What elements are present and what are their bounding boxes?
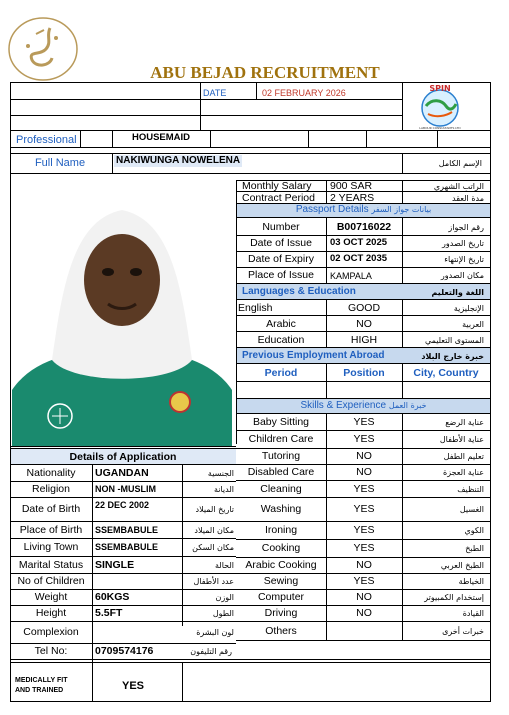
- application-ar: مكان السكن: [192, 543, 234, 552]
- medical-label-1: MEDICALLY FIT: [15, 677, 68, 684]
- full-name-value: NAKIWUNGA NOWELENA: [116, 155, 241, 166]
- candidate-photo: [12, 180, 232, 446]
- languages-title-ar: اللغة والتعليم: [431, 288, 484, 297]
- company-title: ABU BEJAD RECRUITMENT: [150, 63, 380, 82]
- spin-subtext: LABOUR CONSULTANTS LTD: [419, 126, 461, 130]
- skills-row-divider: [236, 621, 491, 622]
- spin-text: SPIN: [429, 84, 451, 93]
- skill-value: NO: [356, 466, 372, 478]
- skill-value: YES: [353, 433, 375, 445]
- skills-row-divider: [236, 539, 491, 540]
- skills-col-divider: [402, 539, 403, 557]
- skill-label: Children Care: [248, 433, 314, 445]
- application-row-divider: [10, 643, 236, 644]
- passport-issue-label: Date of Issue: [250, 237, 312, 249]
- full-name-ar: الإسم الكامل: [438, 159, 482, 168]
- employment-title: Previous Employment Abroad: [242, 350, 385, 361]
- passport-issue-value: 03 OCT 2025: [330, 237, 388, 248]
- skills-col-divider: [402, 605, 403, 621]
- passport-title-en: Passport Details: [295, 204, 369, 215]
- skill-ar: الطبخ العربي: [440, 561, 484, 570]
- skill-value: NO: [356, 559, 372, 571]
- profession-value: HOUSEMAID: [131, 132, 191, 143]
- skills-row-divider: [236, 497, 491, 498]
- application-row-divider: [10, 521, 236, 522]
- application-value: UGANDAN: [95, 467, 149, 479]
- application-label: Date of Birth: [21, 503, 81, 515]
- date-value: 02 FEBRUARY 2026: [262, 88, 346, 98]
- application-ar: الديانة: [213, 485, 234, 494]
- passport-expiry-ar: تاريخ الإنتهاء: [444, 255, 484, 264]
- application-row-divider: [10, 481, 236, 482]
- skill-value: YES: [353, 483, 375, 495]
- skills-row-divider: [236, 640, 491, 641]
- lang-arabic-label: Arabic: [266, 318, 296, 330]
- languages-title: Languages & Education: [242, 286, 356, 297]
- employment-col-position: Position: [343, 367, 385, 379]
- passport-title-ar: بيانات جواز السفر: [371, 205, 432, 214]
- skill-ar: الخياطة: [458, 577, 484, 586]
- passport-number-ar: رقم الجواز: [448, 223, 484, 232]
- application-ar: تاريخ الميلاد: [195, 505, 234, 514]
- application-row-divider: [10, 556, 236, 557]
- skill-value: NO: [356, 591, 372, 603]
- education-value: HIGH: [350, 334, 378, 346]
- skill-ar: الطبخ: [465, 544, 484, 553]
- spin-logo: [412, 82, 468, 130]
- skill-value: YES: [353, 542, 375, 554]
- passport-number-label: Number: [262, 221, 300, 233]
- application-value: 60KGS: [95, 591, 130, 603]
- lang-english-label: English: [238, 302, 273, 314]
- skill-label: Sewing: [263, 575, 299, 587]
- application-ar: لون البشرة: [196, 628, 234, 637]
- application-ar: الحالة: [215, 561, 234, 570]
- skill-label: Tutoring: [261, 450, 301, 462]
- skill-label: Driving: [264, 607, 298, 619]
- skills-row-divider: [236, 557, 491, 558]
- application-value: SINGLE: [95, 559, 135, 571]
- brand-logo: [6, 16, 80, 82]
- skill-ar: عناية الرضع: [445, 418, 484, 427]
- skills-title: [237, 400, 490, 412]
- skill-label: Cooking: [261, 542, 301, 554]
- application-label: Tel No:: [34, 645, 68, 657]
- skills-col-divider: [402, 497, 403, 521]
- skills-col-divider: [402, 464, 403, 480]
- passport-place-label: Place of Issue: [248, 269, 314, 281]
- skills-col-divider: [402, 448, 403, 464]
- skill-ar: عناية الأطفال: [439, 435, 484, 444]
- calligraphy-logo-icon: [6, 16, 80, 82]
- application-value: 0709574176: [95, 645, 154, 657]
- application-value: SSEMBABULE: [95, 542, 159, 552]
- period-label: Contract Period: [242, 192, 315, 204]
- skill-value: YES: [353, 416, 375, 428]
- skill-value: YES: [353, 503, 375, 515]
- period-ar: مدة العقد: [452, 194, 484, 203]
- application-row-divider: [10, 621, 236, 622]
- skills-row-divider: [236, 464, 491, 465]
- employment-col-period: Period: [264, 367, 298, 379]
- professional-label: Professional: [16, 134, 77, 146]
- application-row-divider: [10, 589, 236, 590]
- employment-title-ar: خبرة خارج البلاد: [421, 352, 484, 361]
- application-label: Place of Birth: [19, 524, 83, 536]
- application-title: Details of Application: [69, 451, 177, 463]
- application-label: Weight: [34, 591, 68, 603]
- application-label: Religion: [32, 483, 70, 495]
- lang-arabic-ar: العربية: [462, 320, 484, 329]
- skills-col-divider: [402, 521, 403, 539]
- skills-col-divider: [326, 621, 327, 640]
- application-ar: عدد الأطفال: [193, 577, 234, 586]
- education-label: Education: [257, 334, 305, 346]
- skill-value: YES: [353, 575, 375, 587]
- skills-row-divider: [236, 448, 491, 449]
- period-value: 2 YEARS: [330, 192, 375, 204]
- passport-place-value: KAMPALA: [330, 271, 372, 281]
- application-row-divider: [10, 605, 236, 606]
- lang-english-value: GOOD: [347, 302, 381, 314]
- application-value: SSEMBABULE: [95, 525, 159, 535]
- skills-title-en: Skills & Experience: [300, 400, 387, 411]
- skill-ar: تعليم الطفل: [443, 452, 484, 461]
- application-label: Living Town: [23, 541, 79, 553]
- skill-value: NO: [356, 607, 372, 619]
- application-ar: الطول: [212, 609, 234, 618]
- skill-ar: التنظيف: [457, 485, 484, 494]
- skill-ar: الكوي: [464, 526, 484, 535]
- skills-col-divider: [402, 480, 403, 497]
- skills-title-ar: خبرة العمل: [388, 401, 427, 410]
- lang-english-ar: الإنجليزية: [453, 304, 484, 313]
- skills-row-divider: [236, 589, 491, 590]
- skills-row-divider: [236, 605, 491, 606]
- passport-expiry-label: Date of Expiry: [248, 253, 314, 265]
- application-label: No of Children: [17, 575, 85, 587]
- salary-label: Monthly Salary: [242, 180, 312, 192]
- salary-value: 900 SAR: [330, 180, 373, 192]
- school-crest-icon: [170, 392, 190, 412]
- skills-row-divider: [236, 480, 491, 481]
- passport-title: [237, 204, 490, 216]
- application-ar: الوزن: [215, 593, 234, 602]
- application-label: Nationality: [26, 467, 76, 479]
- medical-value: YES: [122, 680, 145, 692]
- application-ar: مكان الميلاد: [194, 526, 234, 535]
- skill-label: Baby Sitting: [252, 416, 310, 428]
- skills-col-divider: [402, 621, 403, 640]
- application-row-divider: [10, 538, 236, 539]
- skill-ar: إستخدام الكمبيوتر: [424, 593, 484, 602]
- skills-row-divider: [236, 430, 491, 431]
- skill-label: Arabic Cooking: [245, 559, 317, 571]
- skills-row-divider: [236, 521, 491, 522]
- date-label: DATE: [203, 88, 227, 98]
- skills-col-divider: [402, 573, 403, 589]
- skill-label: Washing: [260, 503, 302, 515]
- skill-ar: الغسيل: [459, 505, 484, 514]
- skills-col-divider: [402, 430, 403, 448]
- application-label: Height: [35, 607, 67, 619]
- skills-col-divider: [402, 557, 403, 573]
- skill-ar: خبرات أخرى: [442, 627, 484, 636]
- skill-label: Computer: [257, 591, 305, 603]
- application-label: Complexion: [23, 626, 79, 638]
- education-ar: المستوى التعليمي: [424, 336, 484, 345]
- application-row-divider: [10, 573, 236, 574]
- skill-ar: عناية العجزة: [443, 468, 484, 477]
- spin-globe-icon: [412, 82, 468, 130]
- application-ar: الجنسية: [207, 469, 234, 478]
- application-value: NON -MUSLIM: [95, 484, 156, 494]
- skills-row-divider: [236, 573, 491, 574]
- salary-ar: الراتب الشهري: [433, 182, 484, 191]
- skills-col-divider: [402, 413, 403, 430]
- passport-expiry-value: 02 OCT 2035: [330, 253, 388, 264]
- skill-label: Ironing: [264, 524, 298, 536]
- application-value: 22 DEC 2002: [95, 500, 150, 510]
- skill-value: YES: [353, 524, 375, 536]
- application-value: 5.5FT: [95, 607, 123, 619]
- employment-col-country: City, Country: [413, 367, 479, 379]
- passport-place-ar: مكان الصدور: [440, 271, 484, 280]
- medical-label-2: AND TRAINED: [15, 687, 64, 694]
- full-name-label: Full Name: [34, 157, 86, 169]
- skill-label: Others: [265, 625, 297, 637]
- passport-number-value: B00716022: [336, 221, 392, 233]
- skill-label: Disabled Care: [247, 466, 315, 478]
- skill-ar: القيادة: [462, 609, 484, 618]
- skill-value: NO: [356, 450, 372, 462]
- skill-label: Cleaning: [260, 483, 302, 495]
- lang-arabic-value: NO: [356, 318, 372, 330]
- skills-col-divider: [402, 589, 403, 605]
- passport-issue-ar: تاريخ الصدور: [442, 239, 484, 248]
- application-label: Marital Status: [18, 559, 84, 571]
- application-row-divider: [10, 497, 236, 498]
- application-ar: رقم التليفون: [190, 647, 232, 656]
